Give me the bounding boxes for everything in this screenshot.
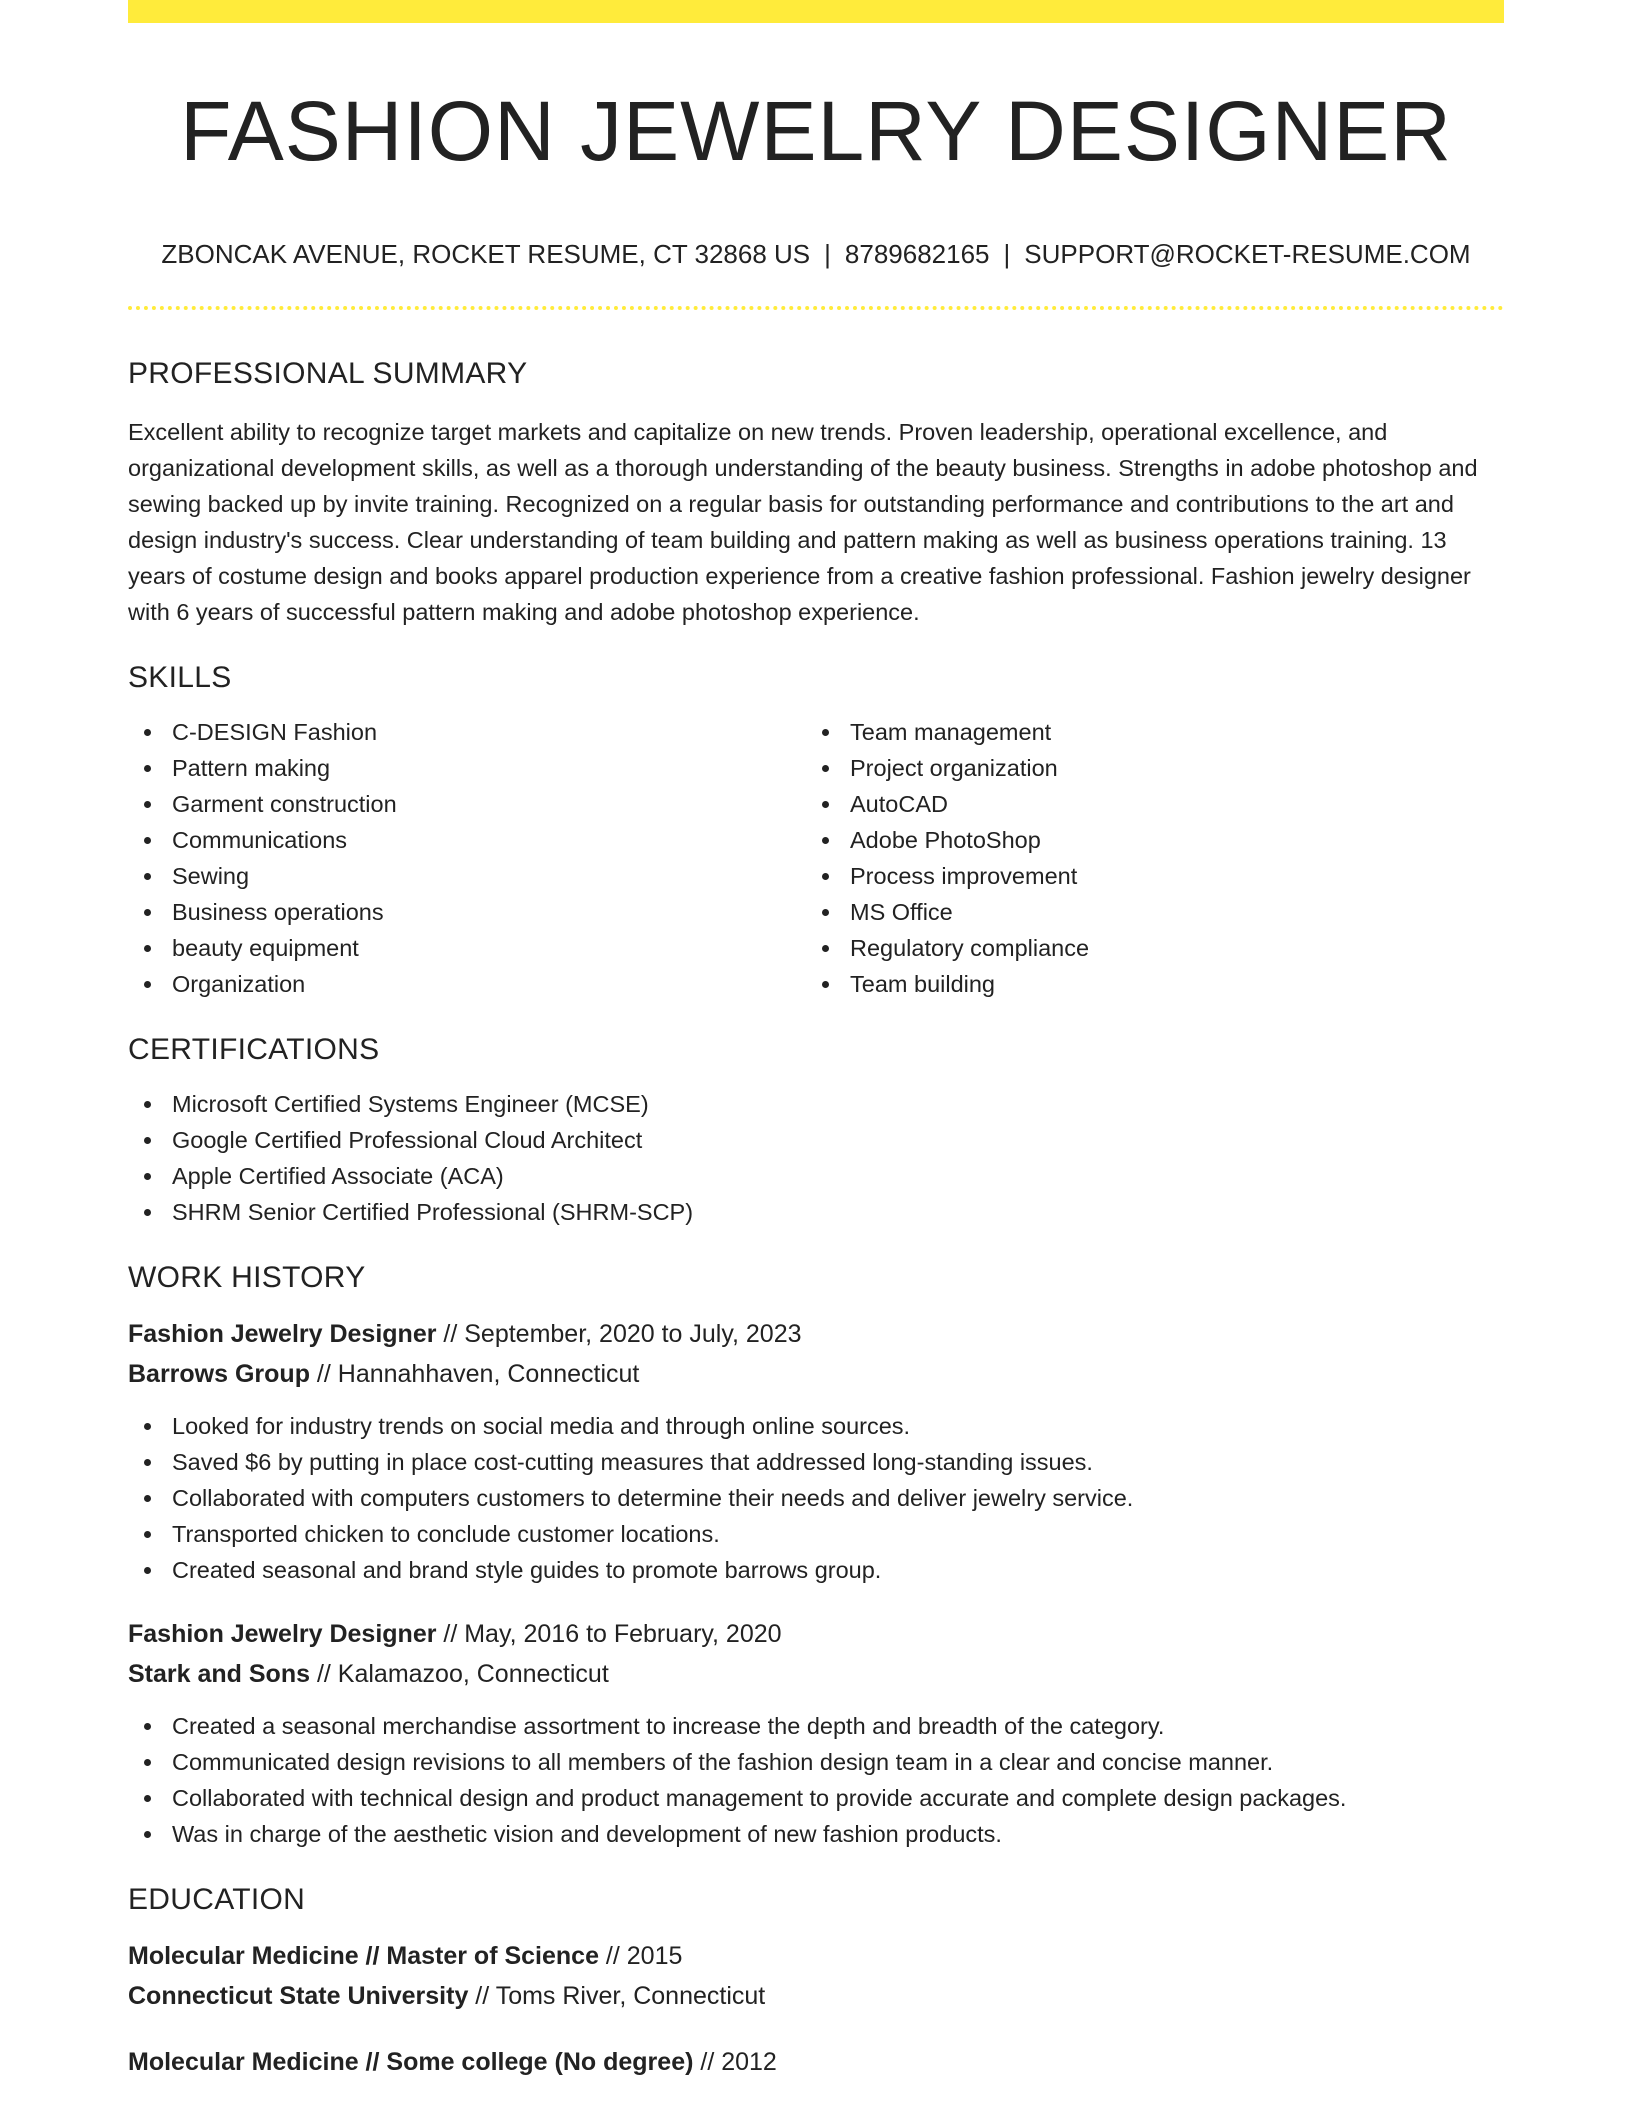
- education-school-line: [128, 1976, 1504, 2016]
- job-entry: [128, 1314, 1504, 1588]
- job-title-line: [128, 1614, 1504, 1654]
- job-company-line: [128, 1654, 1504, 1694]
- education-entry: [128, 2042, 1504, 2082]
- skill-item: Adobe PhotoShop: [806, 822, 1484, 858]
- resume-name: FASHION JEWELRY DESIGNER: [180, 84, 1452, 178]
- skills-list-right: [806, 714, 1484, 1002]
- education-degree: Molecular Medicine // Some college (No degree): [128, 2048, 694, 2076]
- dotted-divider: [128, 306, 1504, 310]
- job-location: // Kalamazoo, Connecticut: [310, 1660, 609, 1688]
- work-history-heading: WORK HISTORY: [128, 1261, 366, 1294]
- skill-item: MS Office: [806, 894, 1484, 930]
- work-history-section: [128, 1256, 1504, 1852]
- job-bullet: Collaborated with computers customers to determine their needs and deliver jewelry service.: [128, 1480, 1504, 1516]
- job-company-line: [128, 1354, 1504, 1394]
- contact-address: ZBONCAK AVENUE, ROCKET RESUME, CT 32868 US: [161, 239, 811, 269]
- education-degree: Molecular Medicine // Master of Science: [128, 1942, 599, 1970]
- skill-item: Pattern making: [128, 750, 806, 786]
- summary-heading: PROFESSIONAL SUMMARY: [128, 357, 528, 390]
- education-entry: [128, 1936, 1504, 2016]
- job-bullets: [128, 1408, 1504, 1588]
- skill-item: Garment construction: [128, 786, 806, 822]
- skill-item: Sewing: [128, 858, 806, 894]
- summary-section: [128, 352, 1504, 630]
- job-company: Stark and Sons: [128, 1660, 310, 1688]
- education-degree-line: [128, 1936, 1504, 1976]
- certification-item: Google Certified Professional Cloud Architect: [128, 1122, 1504, 1158]
- skills-section: [128, 656, 1504, 1002]
- skills-heading: SKILLS: [128, 661, 232, 694]
- job-bullet: Communicated design revisions to all members of the fashion design team in a clear and concise manner.: [128, 1744, 1504, 1780]
- skill-item: Business operations: [128, 894, 806, 930]
- education-section: [128, 1878, 1504, 2082]
- education-year: // 2015: [598, 1942, 683, 1970]
- education-location: // Toms River, Connecticut: [468, 1982, 766, 2010]
- contact-email: SUPPORT@ROCKET-RESUME.COM: [1024, 239, 1471, 269]
- certifications-heading: CERTIFICATIONS: [128, 1033, 380, 1066]
- resume-body: [128, 352, 1504, 2082]
- skill-item: Process improvement: [806, 858, 1484, 894]
- skill-item: Team management: [806, 714, 1484, 750]
- contact-phone: 8789682165: [844, 239, 990, 269]
- job-role: Fashion Jewelry Designer: [128, 1620, 437, 1648]
- contact-separator: |: [1003, 239, 1011, 269]
- job-location: // Hannahhaven, Connecticut: [309, 1360, 640, 1388]
- skill-item: beauty equipment: [128, 930, 806, 966]
- contact-line: [128, 236, 1504, 272]
- education-degree-line: [128, 2042, 1504, 2082]
- certifications-list: [128, 1086, 1504, 1230]
- job-bullet: Saved $6 by putting in place cost-cutting measures that addressed long-standing issues.: [128, 1444, 1504, 1480]
- job-bullet: Created seasonal and brand style guides to promote barrows group.: [128, 1552, 1504, 1588]
- certification-item: Apple Certified Associate (ACA): [128, 1158, 1504, 1194]
- job-dates: // September, 2020 to July, 2023: [436, 1320, 802, 1348]
- job-company: Barrows Group: [128, 1360, 310, 1388]
- accent-top-bar: [128, 0, 1504, 23]
- job-dates: // May, 2016 to February, 2020: [436, 1620, 782, 1648]
- summary-text: Excellent ability to recognize target markets and capitalize on new trends. Proven leadership, operational excellence, and organizational development skills, as well as a thorough understanding of the beauty business. Strengths in adobe photoshop and sewing backed up by invite training. Recognized on a regular basis for outstanding performance and contributions to the art and design industry's success. Clear understanding of team building and pattern making as well as business operations training. 13 years of costume design and books apparel production experience from a creative fashion professional. Fashion jewelry designer with 6 years of successful pattern making and adobe photoshop experience.: [128, 419, 1478, 625]
- job-bullet: Was in charge of the aesthetic vision and development of new fashion products.: [128, 1816, 1504, 1852]
- job-title-line: [128, 1314, 1504, 1354]
- skills-list-left: [128, 714, 806, 1002]
- skill-item: AutoCAD: [806, 786, 1484, 822]
- skill-item: Organization: [128, 966, 806, 1002]
- certifications-section: [128, 1028, 1504, 1230]
- skill-item: Communications: [128, 822, 806, 858]
- education-heading: EDUCATION: [128, 1883, 306, 1916]
- skill-item: Project organization: [806, 750, 1484, 786]
- education-school: Connecticut State University: [128, 1982, 469, 2010]
- job-bullet: Collaborated with technical design and product management to provide accurate and complete design packages.: [128, 1780, 1504, 1816]
- skill-item: C-DESIGN Fashion: [128, 714, 806, 750]
- certification-item: Microsoft Certified Systems Engineer (MCSE): [128, 1086, 1504, 1122]
- contact-separator: |: [824, 239, 831, 269]
- skills-columns: [128, 714, 1504, 1002]
- job-bullet: Looked for industry trends on social media and through online sources.: [128, 1408, 1504, 1444]
- job-bullet: Created a seasonal merchandise assortment to increase the depth and breadth of the category.: [128, 1708, 1504, 1744]
- certification-item: SHRM Senior Certified Professional (SHRM-SCP): [128, 1194, 1504, 1230]
- skill-item: Regulatory compliance: [806, 930, 1484, 966]
- job-bullets: [128, 1708, 1504, 1852]
- job-entry: [128, 1614, 1504, 1852]
- skill-item: Team building: [806, 966, 1484, 1002]
- job-role: Fashion Jewelry Designer: [128, 1320, 437, 1348]
- job-bullet: Transported chicken to conclude customer locations.: [128, 1516, 1504, 1552]
- education-year: // 2012: [693, 2048, 777, 2076]
